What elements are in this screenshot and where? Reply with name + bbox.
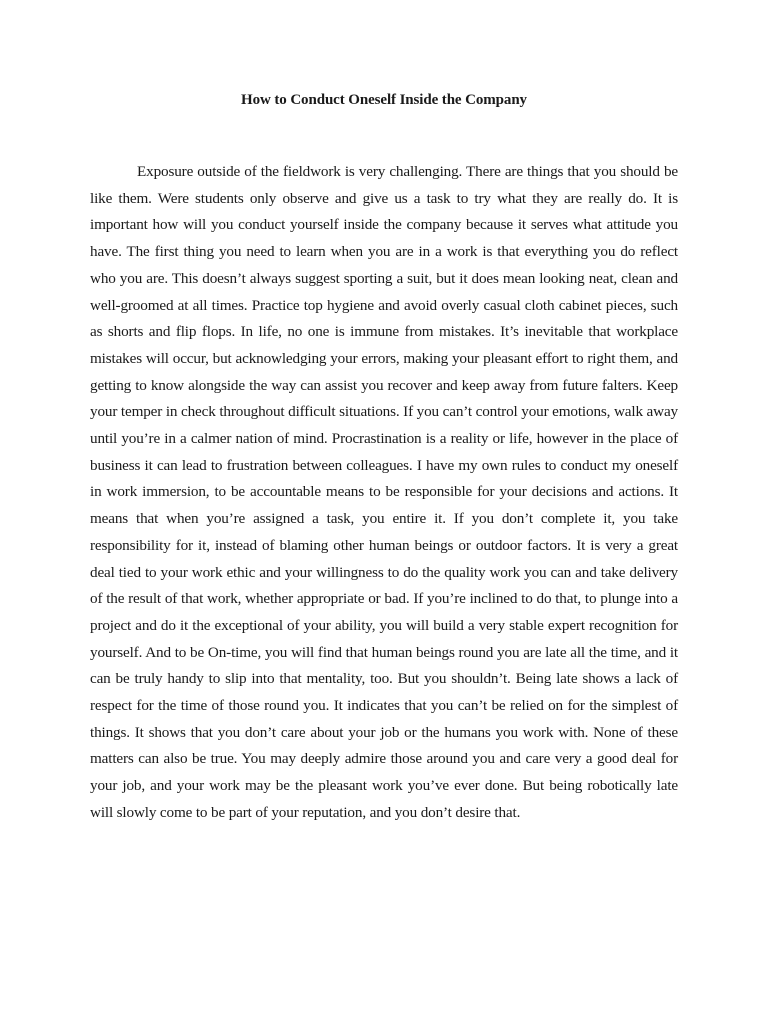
document-title: How to Conduct Oneself Inside the Company [241, 92, 527, 108]
document-paragraph: Exposure outside of the fieldwork is very challenging. There are things that you should be like them. Were students only observe and give us a task to try what they are really do. It is important how will you conduct yourself inside the company because it serves what attitude you have. The first thing you need to learn when you are in a work is that everything you do reflect who you are. This doesn’t always suggest sporting a suit, but it does mean looking neat, clean and well-groomed at all times. Practice top hygiene and avoid overly casual cloth cabinet pieces, such as shorts and flip flops. In life, no one is immune from mistakes. It’s inevitable that workplace mistakes will occur, but acknowledging your errors, making your pleasant effort to right them, and getting to know alongside the way can assist you recover and keep away from future falters. Keep your temper in check throughout difficult situations. If you can’t control your emotions, walk away until you’re in a calmer nation of mind. Procrastination is a reality or life, however in the place of business it can lead to frustration between colleagues. I have my own rules to conduct my oneself in work immersion, to be accountable means to be responsible for your decisions and actions. It means that when you’re assigned a task, you entire it. If you don’t complete it, you take responsibility for it, instead of blaming other human beings or outdoor factors. It is very a great deal tied to your work ethic and your willingness to do the quality work you can and take delivery of the result of that work, whether appropriate or bad. If you’re inclined to do that, to plunge into a project and do it the exceptional of your ability, you will build a very stable expert recognition for yourself. And to be On-time, you will find that human beings round you are late all the time, and it can be truly handy to slip into that mentality, too. But you shouldn’t. Being late shows a lack of respect for the time of those round you. It indicates that you can’t be relied on for the simplest of things. It shows that you don’t care about your job or the humans you work with. None of these matters can also be true. You may deeply admire those around you and care very a good deal for your job, and your work may be the pleasant work you’ve ever done. But being robotically late will slowly come to be part of your reputation, and you don’t desire that. [90, 163, 678, 821]
